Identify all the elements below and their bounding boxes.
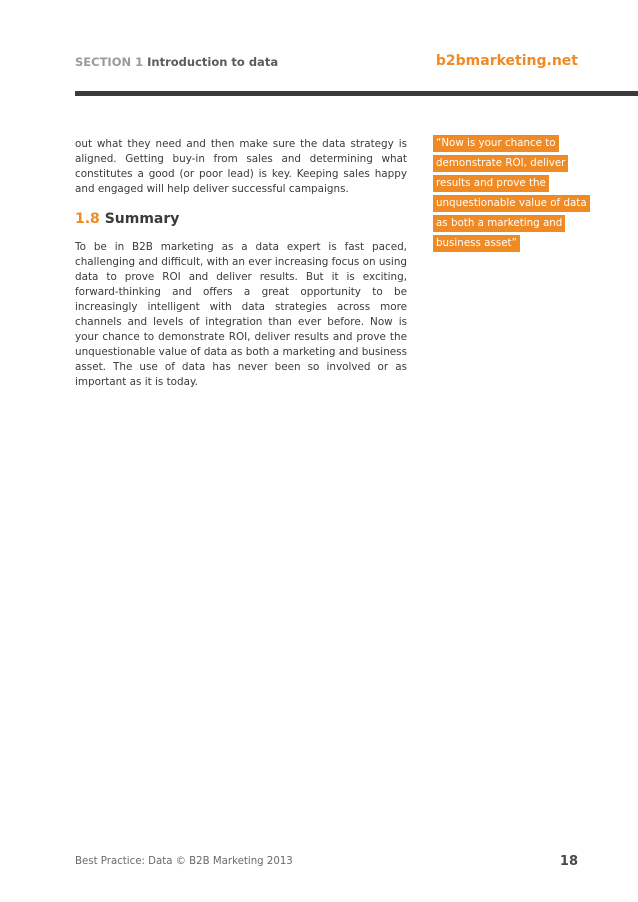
page-footer xyxy=(75,856,578,872)
section-label xyxy=(75,55,278,69)
footer-text: Best Practice: Data © B2B Marketing 2013 xyxy=(75,856,293,867)
pull-quote xyxy=(433,135,587,255)
summary-paragraph: To be in B2B marketing as a data expert is fast paced, challenging and difficult, with an ever increasing focus on using data to prove ROI and deliver results. But it is exciting, forward-thinking and offers a great opportunity to be increasingly intelligent with data strategies across more channels and levels of integration than ever before. Now is your chance to demonstrate ROI, deliver results and prove the unquestionable value of data as both a marketing and business asset. The use of data has never been so involved or as important as it is today. xyxy=(75,241,407,388)
main-column xyxy=(75,137,407,390)
subsection-heading xyxy=(75,211,407,227)
page-header xyxy=(75,55,578,71)
pull-quote-line: demonstrate ROI, deliver xyxy=(433,155,568,172)
section-number: SECTION 1 xyxy=(75,55,144,69)
pull-quote-line: business asset” xyxy=(433,235,520,252)
subsection-number: 1.8 xyxy=(75,211,100,227)
page-number: 18 xyxy=(559,854,578,869)
pull-quote-line: unquestionable value of data xyxy=(433,195,590,212)
section-title: Introduction to data xyxy=(147,55,279,69)
subsection-title: Summary xyxy=(104,211,180,227)
intro-paragraph: out what they need and then make sure the data strategy is aligned. Getting buy-in from sales and determining what constitutes a good (or poor lead) is key. Keeping sales happy and engaged will help deliver successful campaigns. xyxy=(75,138,407,195)
header-rule xyxy=(75,91,638,96)
pull-quote-line: “Now is your chance to xyxy=(433,135,559,152)
pull-quote-line: results and prove the xyxy=(433,175,549,192)
brand-name: b2bmarketing.net xyxy=(435,53,578,69)
pull-quote-line: as both a marketing and xyxy=(433,215,565,232)
